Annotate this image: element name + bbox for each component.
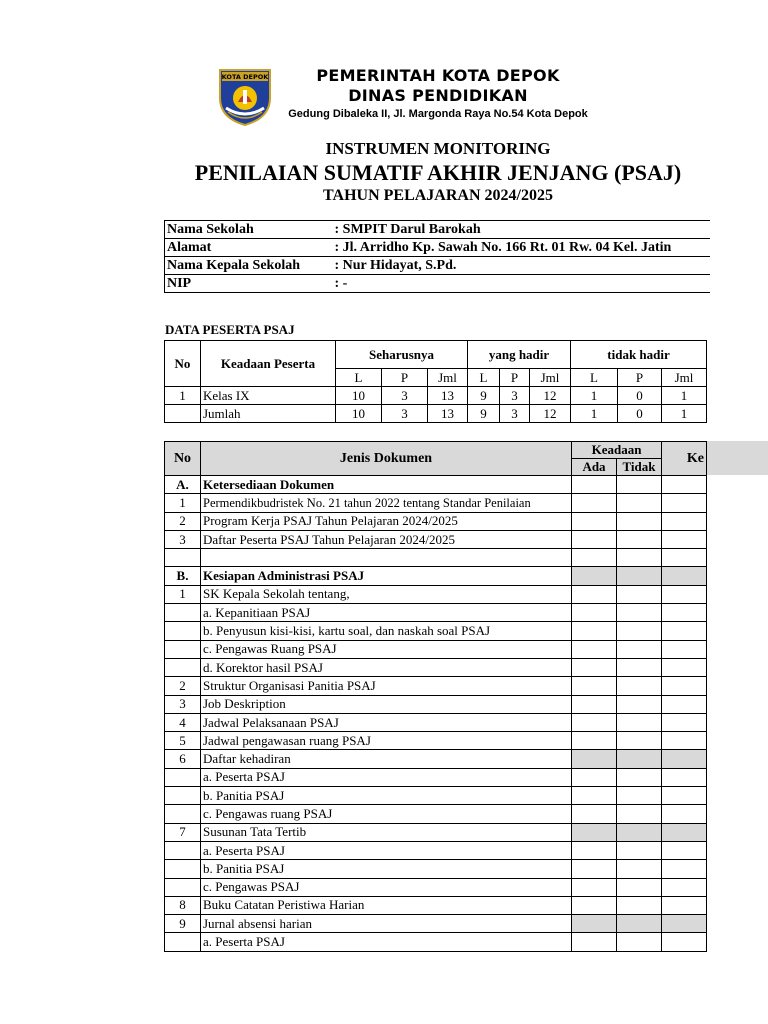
cell: 1 bbox=[662, 405, 707, 423]
school-info-table bbox=[164, 220, 710, 293]
table-row bbox=[165, 732, 707, 750]
info-row bbox=[165, 257, 710, 275]
table-row bbox=[165, 640, 707, 658]
row-document: Daftar kehadiran bbox=[201, 750, 572, 768]
doc-title-1: INSTRUMEN MONITORING bbox=[325, 139, 551, 158]
sub-header: Jml bbox=[428, 369, 468, 387]
cell-tidak bbox=[617, 805, 662, 823]
row-no: 6 bbox=[165, 750, 201, 768]
dokumen-table bbox=[164, 441, 707, 952]
cell-ada bbox=[572, 896, 617, 914]
cell-ada bbox=[572, 732, 617, 750]
cell-tidak bbox=[617, 512, 662, 530]
cell-keterangan bbox=[662, 860, 707, 878]
table-row bbox=[165, 512, 707, 530]
info-label: Alamat bbox=[165, 239, 333, 257]
keterangan-header-overflow bbox=[707, 441, 768, 475]
cell-keterangan bbox=[662, 640, 707, 658]
row-no bbox=[165, 933, 201, 951]
row-document: c. Pengawas PSAJ bbox=[201, 878, 572, 896]
row-no: 7 bbox=[165, 823, 201, 841]
table-row bbox=[165, 405, 707, 423]
cell-tidak bbox=[617, 494, 662, 512]
cell-keterangan bbox=[662, 713, 707, 731]
info-row bbox=[165, 275, 710, 293]
cell-keterangan bbox=[662, 677, 707, 695]
cell-tidak bbox=[617, 915, 662, 933]
cell-tidak bbox=[617, 695, 662, 713]
table-row bbox=[165, 787, 707, 805]
cell: 13 bbox=[428, 387, 468, 405]
row-document: a. Peserta PSAJ bbox=[201, 841, 572, 859]
cell-ada bbox=[572, 933, 617, 951]
cell-ada bbox=[572, 878, 617, 896]
cell: 0 bbox=[618, 387, 662, 405]
cell-keterangan bbox=[662, 476, 707, 494]
row-no: 9 bbox=[165, 915, 201, 933]
cell: 3 bbox=[382, 387, 428, 405]
row-no bbox=[165, 878, 201, 896]
cell: 1 bbox=[571, 387, 618, 405]
cell: 10 bbox=[336, 405, 382, 423]
row-no: 2 bbox=[165, 677, 201, 695]
cell-keterangan bbox=[662, 512, 707, 530]
table-row bbox=[165, 933, 707, 951]
cell: 12 bbox=[530, 387, 571, 405]
cell: 3 bbox=[382, 405, 428, 423]
table-row bbox=[165, 604, 707, 622]
row-no bbox=[165, 787, 201, 805]
table-row bbox=[165, 750, 707, 768]
row-document: c. Pengawas Ruang PSAJ bbox=[201, 640, 572, 658]
table-row bbox=[165, 494, 707, 512]
row-no: 1 bbox=[165, 494, 201, 512]
cell: 13 bbox=[428, 405, 468, 423]
cell-tidak bbox=[617, 622, 662, 640]
row-no: 3 bbox=[165, 530, 201, 548]
row-document: Ketersediaan Dokumen bbox=[201, 476, 572, 494]
cell-ada bbox=[572, 860, 617, 878]
col-keterangan: Ke bbox=[662, 442, 707, 476]
sub-header: L bbox=[468, 369, 500, 387]
row-no bbox=[165, 622, 201, 640]
table-row bbox=[165, 530, 707, 548]
col-jenis-dokumen: Jenis Dokumen bbox=[201, 442, 572, 476]
cell-ada bbox=[572, 805, 617, 823]
cell-keterangan bbox=[662, 494, 707, 512]
row-no bbox=[165, 549, 201, 567]
cell-tidak bbox=[617, 476, 662, 494]
row-no: 3 bbox=[165, 695, 201, 713]
col-ada: Ada bbox=[572, 459, 617, 476]
row-document: b. Panitia PSAJ bbox=[201, 787, 572, 805]
cell: 3 bbox=[500, 387, 530, 405]
table-row bbox=[165, 841, 707, 859]
table-row bbox=[165, 915, 707, 933]
row-document: c. Pengawas ruang PSAJ bbox=[201, 805, 572, 823]
table-row bbox=[165, 695, 707, 713]
table-row bbox=[165, 896, 707, 914]
table-row bbox=[165, 658, 707, 676]
cell-tidak bbox=[617, 823, 662, 841]
cell-ada bbox=[572, 658, 617, 676]
table-row bbox=[165, 387, 707, 405]
table-row bbox=[165, 585, 707, 603]
row-document: b. Penyusun kisi-kisi, kartu soal, dan naskah soal PSAJ bbox=[201, 622, 572, 640]
row-document: a. Peserta PSAJ bbox=[201, 933, 572, 951]
cell-ada bbox=[572, 768, 617, 786]
cell-keterangan bbox=[662, 823, 707, 841]
row-document: a. Kepanitiaan PSAJ bbox=[201, 604, 572, 622]
info-label: Nama Kepala Sekolah bbox=[165, 257, 333, 275]
row-label: Jumlah bbox=[201, 405, 336, 423]
cell-ada bbox=[572, 567, 617, 585]
row-document: SK Kepala Sekolah tentang, bbox=[201, 585, 572, 603]
peserta-section-title: DATA PESERTA PSAJ bbox=[165, 322, 295, 337]
col-no: No bbox=[165, 341, 201, 387]
cell-tidak bbox=[617, 750, 662, 768]
cell-ada bbox=[572, 549, 617, 567]
info-label: NIP bbox=[165, 275, 333, 293]
col-tidak-hadir: tidak hadir bbox=[571, 341, 707, 369]
col-keadaan-peserta: Keadaan Peserta bbox=[201, 341, 336, 387]
cell-ada bbox=[572, 585, 617, 603]
table-row bbox=[165, 823, 707, 841]
row-document: Buku Catatan Peristiwa Harian bbox=[201, 896, 572, 914]
cell-keterangan bbox=[662, 841, 707, 859]
cell: 10 bbox=[336, 387, 382, 405]
cell-tidak bbox=[617, 878, 662, 896]
cell-tidak bbox=[617, 713, 662, 731]
cell: 12 bbox=[530, 405, 571, 423]
doc-title-2: PENILAIAN SUMATIF AKHIR JENJANG (PSAJ) bbox=[194, 160, 682, 185]
row-document: d. Korektor hasil PSAJ bbox=[201, 658, 572, 676]
header-address: Gedung Dibaleka II, Jl. Margonda Raya No.54 Kota Depok bbox=[288, 108, 588, 120]
cell-tidak bbox=[617, 896, 662, 914]
sub-header: Jml bbox=[530, 369, 571, 387]
cell-keterangan bbox=[662, 567, 707, 585]
cell-ada bbox=[572, 530, 617, 548]
row-document: Job Deskription bbox=[201, 695, 572, 713]
row-document: b. Panitia PSAJ bbox=[201, 860, 572, 878]
cell-tidak bbox=[617, 768, 662, 786]
cell-keterangan bbox=[662, 549, 707, 567]
cell-keterangan bbox=[662, 878, 707, 896]
row-no bbox=[165, 768, 201, 786]
cell-keterangan bbox=[662, 750, 707, 768]
cell-tidak bbox=[617, 787, 662, 805]
info-label: Nama Sekolah bbox=[165, 221, 333, 239]
cell-ada bbox=[572, 622, 617, 640]
cell: 9 bbox=[468, 387, 500, 405]
row-no: 8 bbox=[165, 896, 201, 914]
cell-keterangan bbox=[662, 915, 707, 933]
cell-ada bbox=[572, 915, 617, 933]
cell-tidak bbox=[617, 658, 662, 676]
cell-keterangan bbox=[662, 933, 707, 951]
cell-ada bbox=[572, 823, 617, 841]
cell-keterangan bbox=[662, 768, 707, 786]
row-no bbox=[165, 405, 201, 423]
cell-ada bbox=[572, 841, 617, 859]
cell: 0 bbox=[618, 405, 662, 423]
cell-keterangan bbox=[662, 622, 707, 640]
row-document: Jadwal pengawasan ruang PSAJ bbox=[201, 732, 572, 750]
sub-header: Jml bbox=[662, 369, 707, 387]
header-line-2: DINAS PENDIDIKAN bbox=[348, 86, 528, 105]
info-value: : Jl. Arridho Kp. Sawah No. 166 Rt. 01 Rw. 04 Kel. Jatin bbox=[333, 239, 710, 257]
row-document bbox=[201, 549, 572, 567]
col-keadaan: Keadaan bbox=[572, 442, 662, 459]
cell-tidak bbox=[617, 640, 662, 658]
cell-ada bbox=[572, 787, 617, 805]
col-tidak: Tidak bbox=[617, 459, 662, 476]
row-document: a. Peserta PSAJ bbox=[201, 768, 572, 786]
row-document: Struktur Organisasi Panitia PSAJ bbox=[201, 677, 572, 695]
cell-ada bbox=[572, 640, 617, 658]
row-no: 5 bbox=[165, 732, 201, 750]
info-value: : - bbox=[333, 275, 710, 293]
row-no: 2 bbox=[165, 512, 201, 530]
cell: 3 bbox=[500, 405, 530, 423]
row-no: 4 bbox=[165, 713, 201, 731]
cell-tidak bbox=[617, 549, 662, 567]
row-document: Daftar Peserta PSAJ Tahun Pelajaran 2024/2025 bbox=[201, 530, 572, 548]
peserta-table bbox=[164, 340, 707, 423]
row-no: A. bbox=[165, 476, 201, 494]
row-document: Jurnal absensi harian bbox=[201, 915, 572, 933]
row-label: Kelas IX bbox=[201, 387, 336, 405]
cell-keterangan bbox=[662, 658, 707, 676]
cell-keterangan bbox=[662, 604, 707, 622]
table-row bbox=[165, 567, 707, 585]
col-seharusnya: Seharusnya bbox=[336, 341, 468, 369]
doc-title-3: TAHUN PELAJARAN 2024/2025 bbox=[323, 187, 553, 204]
sub-header: L bbox=[336, 369, 382, 387]
info-value: : SMPIT Darul Barokah bbox=[333, 221, 710, 239]
cell-tidak bbox=[617, 585, 662, 603]
cell-ada bbox=[572, 750, 617, 768]
info-value: : Nur Hidayat, S.Pd. bbox=[333, 257, 710, 275]
row-document: Susunan Tata Tertib bbox=[201, 823, 572, 841]
cell-ada bbox=[572, 512, 617, 530]
sub-header: P bbox=[500, 369, 530, 387]
row-no bbox=[165, 805, 201, 823]
table-row bbox=[165, 860, 707, 878]
cell-tidak bbox=[617, 933, 662, 951]
table-row bbox=[165, 622, 707, 640]
row-no bbox=[165, 640, 201, 658]
sub-header: L bbox=[571, 369, 618, 387]
cell: 1 bbox=[662, 387, 707, 405]
cell-ada bbox=[572, 604, 617, 622]
row-no bbox=[165, 658, 201, 676]
cell-tidak bbox=[617, 677, 662, 695]
cell-tidak bbox=[617, 732, 662, 750]
row-no bbox=[165, 841, 201, 859]
cell-keterangan bbox=[662, 896, 707, 914]
svg-text:KOTA DEPOK: KOTA DEPOK bbox=[221, 73, 269, 81]
cell-ada bbox=[572, 494, 617, 512]
cell-keterangan bbox=[662, 805, 707, 823]
table-row bbox=[165, 713, 707, 731]
cell-tidak bbox=[617, 567, 662, 585]
cell-tidak bbox=[617, 860, 662, 878]
table-row bbox=[165, 805, 707, 823]
cell-keterangan bbox=[662, 787, 707, 805]
cell-ada bbox=[572, 695, 617, 713]
cell: 1 bbox=[571, 405, 618, 423]
cell-tidak bbox=[617, 604, 662, 622]
cell-ada bbox=[572, 713, 617, 731]
cell-tidak bbox=[617, 530, 662, 548]
info-row bbox=[165, 221, 710, 239]
cell-keterangan bbox=[662, 530, 707, 548]
table-row bbox=[165, 677, 707, 695]
row-no: 1 bbox=[165, 387, 201, 405]
row-document: Permendikbudristek No. 21 tahun 2022 tentang Standar Penilaian bbox=[201, 494, 572, 512]
cell-ada bbox=[572, 476, 617, 494]
col-no: No bbox=[165, 442, 201, 476]
row-document: Jadwal Pelaksanaan PSAJ bbox=[201, 713, 572, 731]
col-yang-hadir: yang hadir bbox=[468, 341, 571, 369]
cell-tidak bbox=[617, 841, 662, 859]
table-row bbox=[165, 878, 707, 896]
row-no: 1 bbox=[165, 585, 201, 603]
cell-keterangan bbox=[662, 585, 707, 603]
cell: 9 bbox=[468, 405, 500, 423]
header-line-1: PEMERINTAH KOTA DEPOK bbox=[316, 66, 560, 85]
sub-header: P bbox=[382, 369, 428, 387]
row-no: B. bbox=[165, 567, 201, 585]
cell-keterangan bbox=[662, 695, 707, 713]
row-document: Program Kerja PSAJ Tahun Pelajaran 2024/2025 bbox=[201, 512, 572, 530]
info-row bbox=[165, 239, 710, 257]
row-no bbox=[165, 604, 201, 622]
sub-header: P bbox=[618, 369, 662, 387]
cell-ada bbox=[572, 677, 617, 695]
cell-keterangan bbox=[662, 732, 707, 750]
table-row bbox=[165, 549, 707, 567]
kota-depok-logo bbox=[218, 68, 272, 126]
row-no bbox=[165, 860, 201, 878]
row-document: Kesiapan Administrasi PSAJ bbox=[201, 567, 572, 585]
table-row bbox=[165, 768, 707, 786]
table-row bbox=[165, 476, 707, 494]
